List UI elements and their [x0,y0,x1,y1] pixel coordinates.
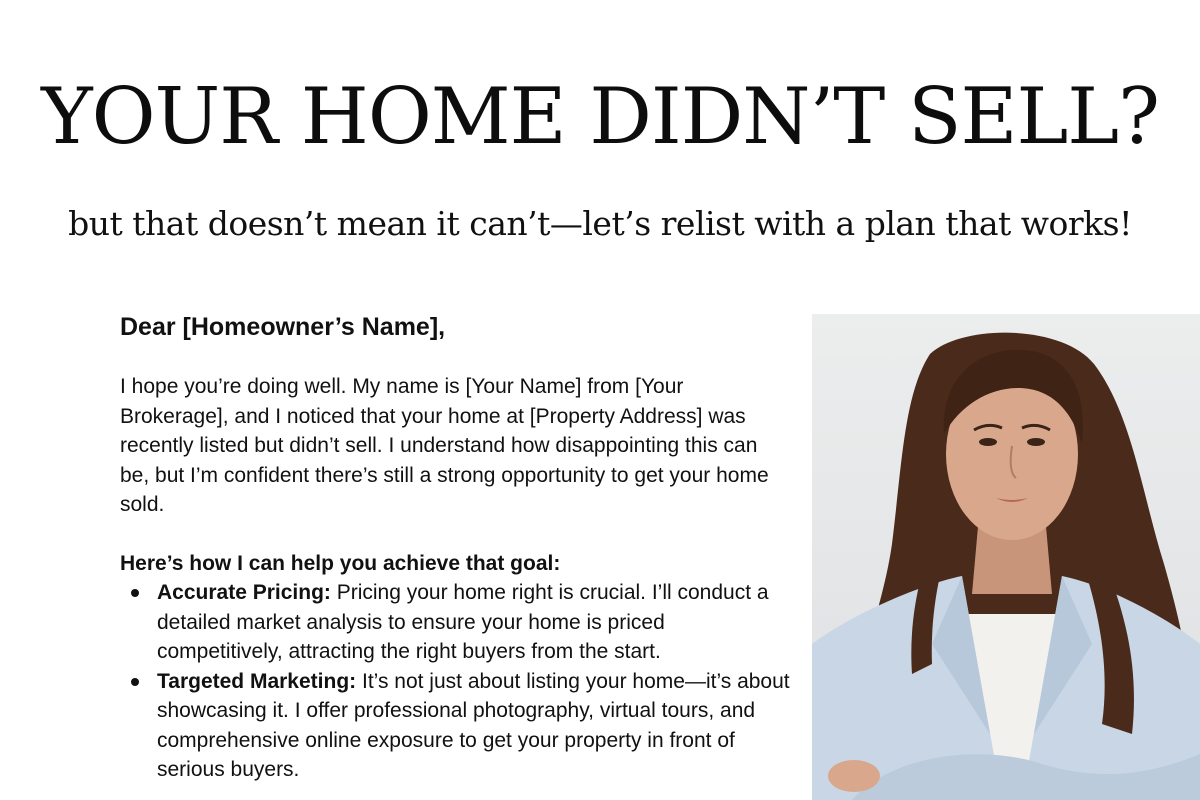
subheadline: but that doesn’t mean it can’t—let’s relist with a plan that works! [68,204,1132,243]
letter-body [120,312,792,785]
list-item [120,578,792,667]
portrait-illustration [812,314,1200,800]
list-heading: Here’s how I can help you achieve that goal: [120,551,561,575]
bullet-icon [131,589,139,597]
bullet-text: Pricing your home right is crucial. I’ll conduct a detailed market analysis to ensure your home is priced competitively, attracting the right buyers from the start. [157,581,769,663]
benefits-list [120,578,792,785]
bullet-title: Accurate Pricing: [157,581,331,604]
salutation: Dear [Homeowner’s Name], [120,313,446,341]
intro-paragraph: I hope you’re doing well. My name is [Your Name] from [Your Brokerage], and I noticed that your home at [Property Address] was recently listed but didn’t sell. I understand how disappointing this can be, but I’m confident there’s still a strong opportunity to get your home sold. [120,375,769,516]
bullet-text: It’s not just about listing your home—it’s about showcasing it. I offer professional photography, virtual tours, and comprehensive online exposure to get your property in front of serious buyers. [157,669,790,781]
list-item [120,667,792,785]
bullet-title: Targeted Marketing: [157,669,357,693]
agent-portrait-photo [812,314,1200,800]
bullet-icon [131,678,139,686]
headline: YOUR HOME DIDN’T SELL? [41,72,1159,162]
